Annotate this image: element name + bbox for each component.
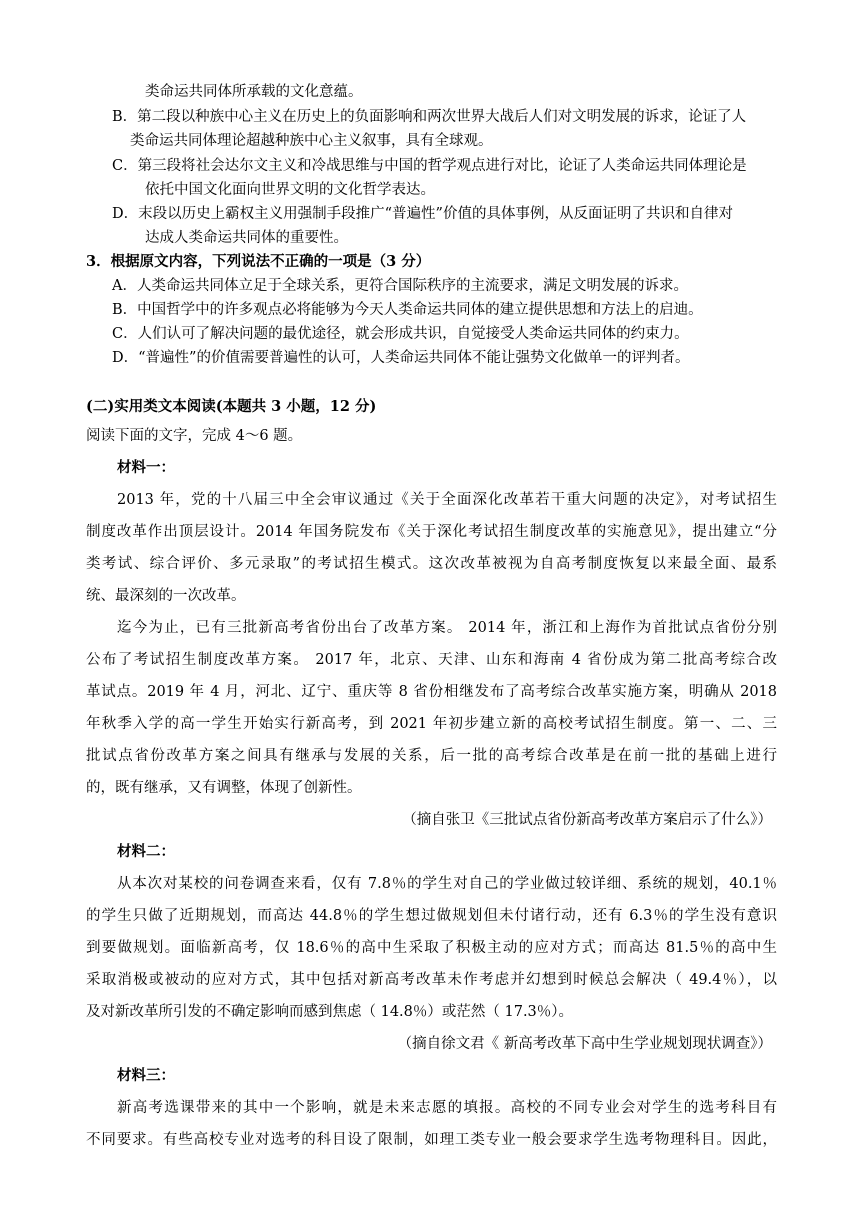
material-one-heading: 材料一：: [117, 459, 175, 476]
material-two-line: 从本次对某校的问卷调查来看，仅有 7.8％的学生对自己的学业做过较详细、系统的规划，40.1％: [117, 876, 777, 892]
material-one-line: 统、最深刻的一次改革。: [86, 588, 246, 604]
section-title: (二)实用类文本阅读(本题共 3 小题，12 分): [86, 398, 377, 415]
material-one-line: 年秋季入学的高一学生开始实行新高考，到 2021 年初步建立新的高校考试招生制度。第一、二、三: [86, 716, 777, 732]
q2-option-d-line1: D．末段以历史上霸权主义用强制手段推广“普遍性”价值的具体事例，从反面证明了共识和自律对: [112, 206, 733, 222]
q2-option-b-line2: 类命运共同体理论超越种族中心主义叙事，具有全球观。: [130, 133, 493, 149]
material-two-source: （摘自徐文君《 新高考改革下高中生学业规划现状调查》）: [397, 1036, 772, 1052]
material-one-line: 迄今为止，已有三批新高考省份出台了改革方案。 2014 年，浙江和上海作为首批试点省份分别: [117, 620, 777, 636]
material-three-line: 新高考选课带来的其中一个影响，就是未来志愿的填报。高校的不同专业会对学生的选考科目有: [117, 1100, 777, 1116]
q3-option-b: B．中国哲学中的许多观点必将能够为今天人类命运共同体的建立提供思想和方法上的启迪。: [112, 302, 703, 318]
section-instruction: 阅读下面的文字，完成 4～6 题。: [86, 428, 303, 444]
material-three-heading: 材料三：: [117, 1067, 175, 1084]
q2-option-d-line2: 达成人类命运共同体的重要性。: [145, 230, 348, 246]
material-one-line: 公布了考试招生制度改革方案。 2017 年，北京、天津、山东和海南 4 省份成为第二批高考综合改: [86, 652, 777, 668]
q3-option-a: A．人类命运共同体立足于全球关系，更符合国际秩序的主流要求，满足文明发展的诉求。: [112, 278, 688, 294]
material-one-line: 2013 年，党的十八届三中全会审议通过《关于全面深化改革若干重大问题的决定》，对考试招生: [117, 492, 777, 508]
material-two-line: 采取消极或被动的应对方式，其中包括对新高考改革未作考虑并幻想到时候总会解决（ 49.4％），以: [86, 972, 777, 988]
material-two-line: 到要做规划。面临新高考，仅 18.6％的高中生采取了积极主动的应对方式；而高达 81.5％的高中生: [86, 940, 777, 956]
material-one-line: 革试点。2019 年 4 月，河北、辽宁、重庆等 8 省份相继发布了高考综合改革实施方案，明确从 2018: [86, 684, 777, 700]
q2-option-c-line1: C．第三段将社会达尔文主义和冷战思维与中国的哲学观点进行对比，论证了人类命运共同体理论是: [112, 158, 747, 174]
material-one-source: （摘自张卫《三批试点省份新高考改革方案启示了什么》）: [402, 812, 772, 828]
material-two-line: 及对新改革所引发的不确定影响而感到焦虑（ 14.8％）或茫然（ 17.3％）。: [86, 1004, 574, 1020]
material-one-line: 的，既有继承，又有调整，体现了创新性。: [86, 780, 362, 796]
material-one-line: 类考试、综合评价、多元录取”的考试招生模式。这次改革被视为自高考制度恢复以来最全面、最系: [86, 556, 777, 572]
material-three-line: 不同要求。有些高校专业对选考的科目设了限制，如理工类专业一般会要求学生选考物理科目。因此，: [86, 1132, 777, 1148]
q3-option-c: C．人们认可了解决问题的最优途径，就会形成共识，自觉接受人类命运共同体的约束力。: [112, 326, 689, 342]
material-two-heading: 材料二：: [117, 843, 175, 860]
q3-option-d: D．“普遍性”的价值需要普遍性的认可，人类命运共同体不能让强势文化做单一的评判者。: [112, 350, 690, 366]
material-one-line: 批试点省份改革方案之间具有继承与发展的关系，后一批的高考综合改革是在前一批的基础上进行: [86, 748, 777, 764]
material-two-line: 的学生只做了近期规划，而高达 44.8％的学生想过做规划但未付诸行动，还有 6.3％的学生没有意识: [86, 908, 777, 924]
q2-option-a-line2: 类命运共同体所承载的文化意蕴。: [145, 84, 363, 100]
q2-option-b-line1: B．第二段以种族中心主义在历史上的负面影响和两次世界大战后人们对文明发展的诉求，论证了人: [112, 109, 747, 125]
q3-stem: 3．根据原文内容，下列说法不正确的一项是（3 分）: [86, 253, 431, 270]
q2-option-c-line2: 依托中国文化面向世界文明的文化哲学表达。: [145, 182, 435, 198]
material-one-line: 制度改革作出顶层设计。2014 年国务院发布《关于深化考试招生制度改革的实施意见》，提出建立“分: [86, 524, 777, 540]
